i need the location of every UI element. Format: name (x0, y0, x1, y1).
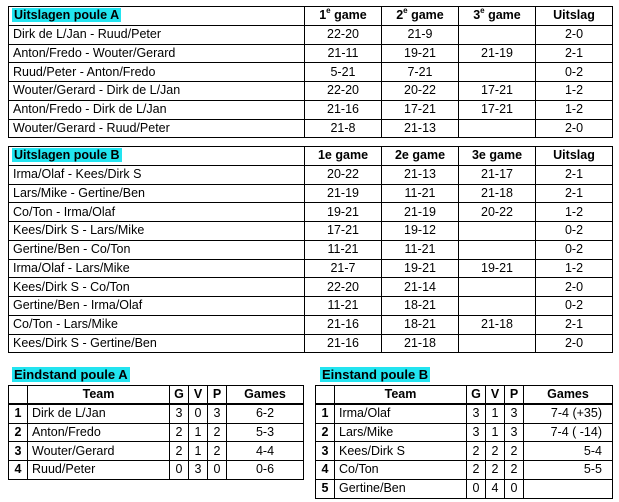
position-cell: 5 (316, 479, 335, 498)
result-cell: 0-2 (536, 297, 613, 316)
game-2-cell: 21-13 (382, 119, 459, 138)
game-1-cell: 21-16 (305, 334, 382, 353)
game-1-cell: 21-11 (305, 44, 382, 63)
col-header-game-3: 3e game (459, 147, 536, 166)
table-row (9, 461, 304, 480)
v-cell: 2 (486, 461, 505, 480)
game-1-cell: 19-21 (305, 203, 382, 222)
col-header-game-2: 2e game (382, 147, 459, 166)
match-cell: Anton/Fredo - Wouter/Gerard (9, 44, 305, 63)
standings-b-title: Einstand poule B (322, 367, 429, 382)
games-cell: 5-5 (524, 461, 613, 480)
game-3-cell (459, 240, 536, 259)
match-cell: Co/Ton - Lars/Mike (9, 315, 305, 334)
table-row (9, 82, 613, 101)
col-header-game-3: 3e game (459, 7, 536, 26)
g-cell: 3 (170, 404, 189, 423)
g-cell: 0 (170, 461, 189, 480)
game-2-cell: 7-21 (382, 63, 459, 82)
table-row (9, 100, 613, 119)
p-cell: 2 (208, 442, 227, 461)
g-cell: 2 (170, 423, 189, 442)
match-cell: Co/Ton - Irma/Olaf (9, 203, 305, 222)
table-row (316, 404, 613, 423)
g-cell: 3 (467, 404, 486, 423)
result-cell: 0-2 (536, 240, 613, 259)
v-cell: 1 (189, 442, 208, 461)
g-cell: 0 (467, 479, 486, 498)
game-1-cell: 17-21 (305, 222, 382, 241)
col-header-p: P (208, 386, 227, 405)
table-row (316, 442, 613, 461)
section-title: Uitslagen poule B (9, 147, 305, 166)
match-cell: Anton/Fredo - Dirk de L/Jan (9, 100, 305, 119)
standings-table-poule-a (8, 385, 304, 480)
team-cell: Lars/Mike (335, 423, 467, 442)
game-3-cell (459, 25, 536, 44)
result-cell: 0-2 (536, 63, 613, 82)
v-cell: 4 (486, 479, 505, 498)
section-title: Uitslagen poule A (9, 7, 305, 26)
result-cell: 2-0 (536, 334, 613, 353)
game-3-cell (459, 63, 536, 82)
team-cell: Ruud/Peter (28, 461, 170, 480)
game-2-cell: 21-13 (382, 165, 459, 184)
table-row (9, 25, 613, 44)
table-row (316, 423, 613, 442)
position-cell: 3 (316, 442, 335, 461)
team-cell: Wouter/Gerard (28, 442, 170, 461)
game-1-cell: 22-20 (305, 278, 382, 297)
p-cell: 0 (505, 479, 524, 498)
col-header-game-1: 1e game (305, 147, 382, 166)
v-cell: 1 (486, 404, 505, 423)
match-cell: Gertine/Ben - Co/Ton (9, 240, 305, 259)
g-cell: 3 (467, 423, 486, 442)
table-row (9, 222, 613, 241)
games-cell: 0-6 (227, 461, 304, 480)
games-cell: 5-3 (227, 423, 304, 442)
match-cell: Lars/Mike - Gertine/Ben (9, 184, 305, 203)
result-cell: 2-0 (536, 25, 613, 44)
result-cell: 2-1 (536, 315, 613, 334)
games-cell: 6-2 (227, 404, 304, 423)
position-cell: 2 (9, 423, 28, 442)
games-cell: 7-4 ( -14) (524, 423, 613, 442)
game-1-cell: 21-8 (305, 119, 382, 138)
table-row (9, 184, 613, 203)
col-header-v: V (189, 386, 208, 405)
p-cell: 0 (208, 461, 227, 480)
match-cell: Dirk de L/Jan - Ruud/Peter (9, 25, 305, 44)
position-cell: 4 (9, 461, 28, 480)
position-cell: 1 (9, 404, 28, 423)
result-cell: 2-1 (536, 44, 613, 63)
games-cell: 4-4 (227, 442, 304, 461)
position-cell: 4 (316, 461, 335, 480)
table-row (9, 63, 613, 82)
game-2-cell: 11-21 (382, 184, 459, 203)
match-cell: Gertine/Ben - Irma/Olaf (9, 297, 305, 316)
match-cell: Irma/Olaf - Kees/Dirk S (9, 165, 305, 184)
team-cell: Gertine/Ben (335, 479, 467, 498)
team-cell: Anton/Fredo (28, 423, 170, 442)
game-1-cell: 11-21 (305, 297, 382, 316)
col-header-games: Games (227, 386, 304, 405)
table-row (316, 479, 613, 498)
table-row (9, 240, 613, 259)
team-cell: Co/Ton (335, 461, 467, 480)
table-row (9, 334, 613, 353)
team-cell: Dirk de L/Jan (28, 404, 170, 423)
p-cell: 2 (505, 442, 524, 461)
result-cell: 1-2 (536, 203, 613, 222)
match-cell: Irma/Olaf - Lars/Mike (9, 259, 305, 278)
table-row (9, 165, 613, 184)
table-row (9, 297, 613, 316)
col-header-g: G (170, 386, 189, 405)
game-3-cell (459, 297, 536, 316)
v-cell: 3 (189, 461, 208, 480)
table-row (316, 461, 613, 480)
game-1-cell: 21-7 (305, 259, 382, 278)
team-cell: Irma/Olaf (335, 404, 467, 423)
col-header-result: Uitslag (536, 147, 613, 166)
position-cell: 3 (9, 442, 28, 461)
header-row (316, 386, 613, 405)
col-header-result: Uitslag (536, 7, 613, 26)
table-row (9, 119, 613, 138)
p-cell: 2 (505, 461, 524, 480)
result-cell: 2-1 (536, 184, 613, 203)
col-header-g: G (467, 386, 486, 405)
game-3-cell: 21-18 (459, 184, 536, 203)
table-row (9, 315, 613, 334)
col-header-team: Team (28, 386, 170, 405)
result-cell: 2-0 (536, 278, 613, 297)
game-3-cell: 21-18 (459, 315, 536, 334)
col-header-v: V (486, 386, 505, 405)
header-row (9, 386, 304, 405)
game-3-cell (459, 222, 536, 241)
result-cell: 2-0 (536, 119, 613, 138)
match-cell: Kees/Dirk S - Lars/Mike (9, 222, 305, 241)
col-header-position (316, 386, 335, 405)
game-2-cell: 21-9 (382, 25, 459, 44)
match-cell: Ruud/Peter - Anton/Fredo (9, 63, 305, 82)
col-header-games: Games (524, 386, 613, 405)
games-cell (524, 479, 613, 498)
game-2-cell: 18-21 (382, 297, 459, 316)
game-3-cell: 21-19 (459, 44, 536, 63)
game-2-cell: 19-12 (382, 222, 459, 241)
game-1-cell: 20-22 (305, 165, 382, 184)
game-1-cell: 21-16 (305, 315, 382, 334)
game-1-cell: 5-21 (305, 63, 382, 82)
standings-table-poule-b (315, 385, 613, 499)
result-cell: 1-2 (536, 259, 613, 278)
col-header-p: P (505, 386, 524, 405)
p-cell: 3 (505, 423, 524, 442)
game-2-cell: 18-21 (382, 315, 459, 334)
table-row (9, 423, 304, 442)
match-cell: Wouter/Gerard - Dirk de L/Jan (9, 82, 305, 101)
g-cell: 2 (467, 461, 486, 480)
col-header-position (9, 386, 28, 405)
match-cell: Kees/Dirk S - Gertine/Ben (9, 334, 305, 353)
match-cell: Kees/Dirk S - Co/Ton (9, 278, 305, 297)
game-2-cell: 21-18 (382, 334, 459, 353)
game-2-cell: 21-19 (382, 203, 459, 222)
games-cell: 5-4 (524, 442, 613, 461)
game-3-cell: 21-17 (459, 165, 536, 184)
match-cell: Wouter/Gerard - Ruud/Peter (9, 119, 305, 138)
game-2-cell: 20-22 (382, 82, 459, 101)
game-3-cell (459, 278, 536, 297)
result-cell: 0-2 (536, 222, 613, 241)
games-cell: 7-4 (+35) (524, 404, 613, 423)
col-header-team: Team (335, 386, 467, 405)
v-cell: 2 (486, 442, 505, 461)
game-1-cell: 21-19 (305, 184, 382, 203)
game-3-cell: 19-21 (459, 259, 536, 278)
table-row (9, 442, 304, 461)
game-1-cell: 11-21 (305, 240, 382, 259)
v-cell: 1 (486, 423, 505, 442)
v-cell: 0 (189, 404, 208, 423)
v-cell: 1 (189, 423, 208, 442)
p-cell: 2 (208, 423, 227, 442)
team-cell: Kees/Dirk S (335, 442, 467, 461)
game-3-cell (459, 119, 536, 138)
g-cell: 2 (170, 442, 189, 461)
header-row (9, 147, 613, 166)
p-cell: 3 (208, 404, 227, 423)
result-cell: 1-2 (536, 82, 613, 101)
result-cell: 1-2 (536, 100, 613, 119)
game-1-cell: 21-16 (305, 100, 382, 119)
table-row (9, 259, 613, 278)
game-2-cell: 21-14 (382, 278, 459, 297)
standings-a-title: Eindstand poule A (14, 367, 128, 382)
game-3-cell (459, 334, 536, 353)
p-cell: 3 (505, 404, 524, 423)
result-cell: 2-1 (536, 165, 613, 184)
col-header-game-1: 1e game (305, 7, 382, 26)
game-2-cell: 17-21 (382, 100, 459, 119)
game-2-cell: 11-21 (382, 240, 459, 259)
game-2-cell: 19-21 (382, 44, 459, 63)
table-row (9, 44, 613, 63)
game-3-cell: 20-22 (459, 203, 536, 222)
game-1-cell: 22-20 (305, 25, 382, 44)
results-table-poule-b (8, 146, 613, 353)
g-cell: 2 (467, 442, 486, 461)
table-row (9, 404, 304, 423)
game-3-cell: 17-21 (459, 100, 536, 119)
table-row (9, 278, 613, 297)
position-cell: 2 (316, 423, 335, 442)
game-3-cell: 17-21 (459, 82, 536, 101)
position-cell: 1 (316, 404, 335, 423)
game-2-cell: 19-21 (382, 259, 459, 278)
results-table-poule-a (8, 6, 613, 138)
header-row (9, 7, 613, 26)
game-1-cell: 22-20 (305, 82, 382, 101)
table-row (9, 203, 613, 222)
col-header-game-2: 2e game (382, 7, 459, 26)
